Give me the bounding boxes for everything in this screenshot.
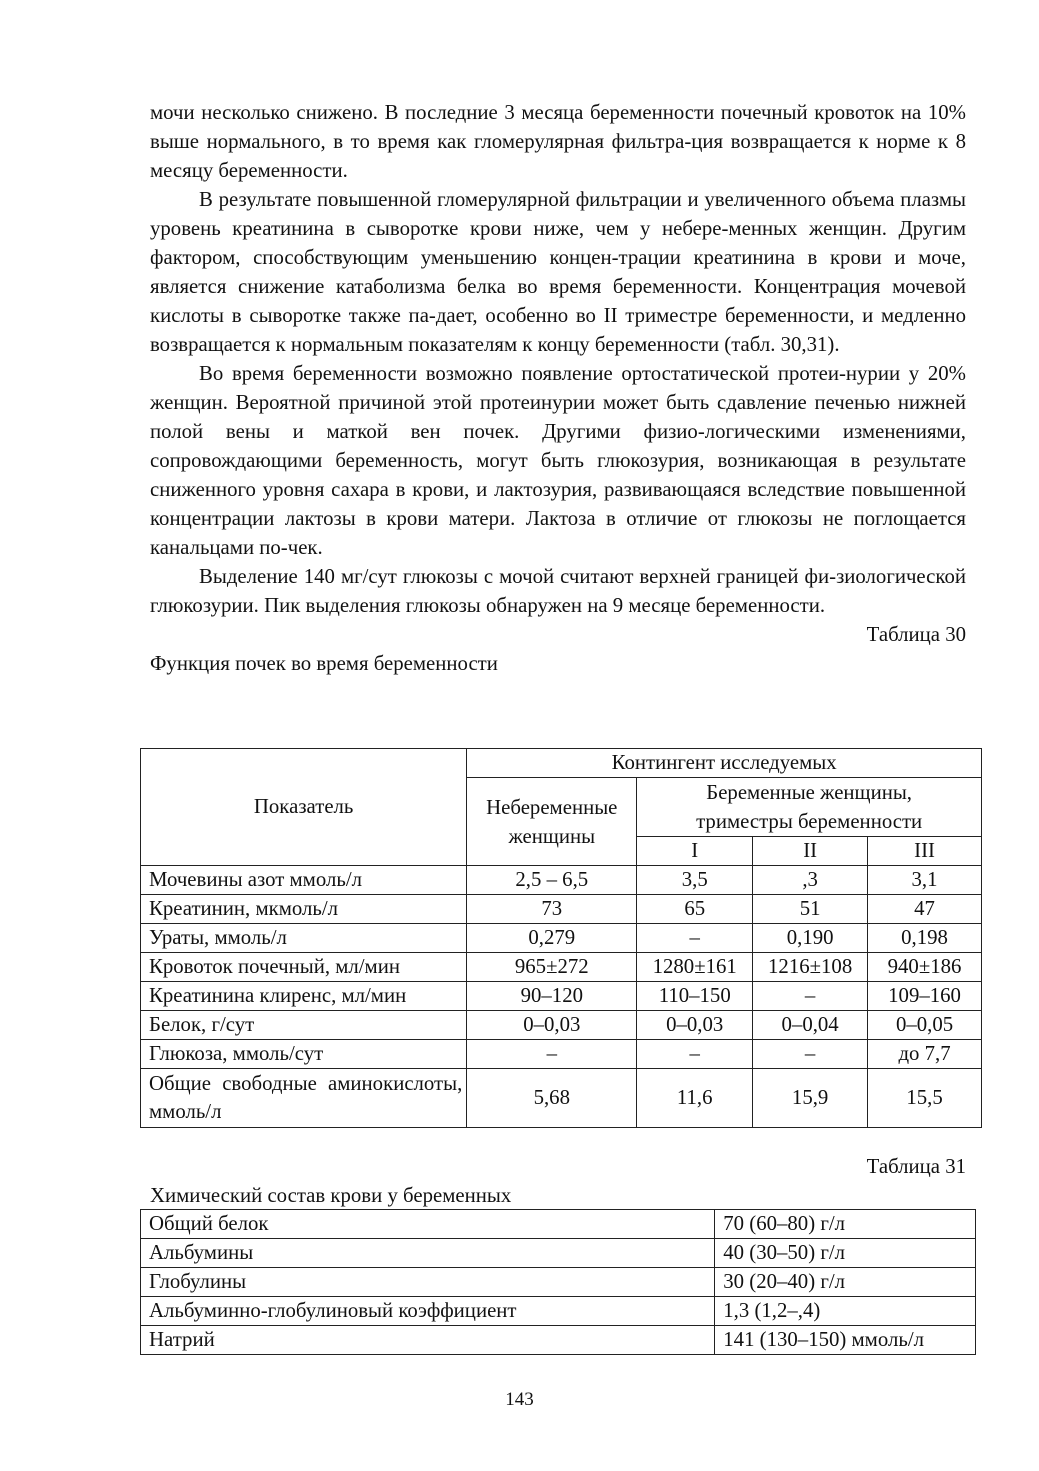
row-name: Ураты, ммоль/л [141, 924, 467, 953]
cell: – [753, 982, 868, 1011]
cell: 15,9 [753, 1069, 868, 1128]
cell: 109–160 [868, 982, 982, 1011]
header-trimester-1: I [637, 837, 753, 866]
cell: 73 [467, 895, 637, 924]
cell: 110–150 [637, 982, 753, 1011]
row-name: Глюкоза, ммоль/сут [141, 1040, 467, 1069]
body-text [150, 98, 966, 678]
table-row [141, 1069, 982, 1128]
table-row [141, 1210, 976, 1239]
table30-caption: Функция почек во время беременности [150, 652, 498, 675]
row-name: Альбуминно-глобулиновый коэффициент [141, 1297, 715, 1326]
header-contingent: Контингент исследуемых [467, 749, 982, 778]
cell: 30 (20–40) г/л [715, 1268, 976, 1297]
cell: – [467, 1040, 637, 1069]
paragraph-1: мочи несколько снижено. В последние 3 месяца беременности почечный кровоток на 10% выше нормального, в то время как гломерулярная фильтра-ция возвращается к норме к 8 месяцу беременности. [150, 101, 966, 182]
table-row [141, 895, 982, 924]
table-row [141, 1326, 976, 1355]
table-row [141, 953, 982, 982]
table-row [141, 866, 982, 895]
cell: 2,5 – 6,5 [467, 866, 637, 895]
row-name: Глобулины [141, 1268, 715, 1297]
header-trimester-2: II [753, 837, 868, 866]
cell: ,3 [753, 866, 868, 895]
cell: 965±272 [467, 953, 637, 982]
row-name: Мочевины азот ммоль/л [141, 866, 467, 895]
table-31 [140, 1209, 976, 1355]
cell: 0,190 [753, 924, 868, 953]
cell: 0–0,03 [467, 1011, 637, 1040]
row-name: Натрий [141, 1326, 715, 1355]
row-name: Белок, г/сут [141, 1011, 467, 1040]
table31-caption: Химический состав крови у беременных [150, 1184, 512, 1207]
cell: 15,5 [868, 1069, 982, 1128]
cell: 0,198 [868, 924, 982, 953]
table-row [141, 1239, 976, 1268]
cell: 3,1 [868, 866, 982, 895]
paragraph-2: В результате повышенной гломерулярной фильтрации и увеличенного объема плазмы уровень креатинина в сыворотке крови ниже, чем у небере-менных женщин. Другим фактором, способствующим уменьшению концен-трации креатинина в крови и моче, является снижение катаболизма белка во время беременности. Концентрация мочевой кислоты в сыворотке также па-дает, особенно во II триместре беременности, и медленно возвращается к нормальным показателям к концу беременности (табл. 30,31). [150, 188, 966, 356]
cell: – [637, 1040, 753, 1069]
cell: 40 (30–50) г/л [715, 1239, 976, 1268]
row-name: Кровоток почечный, мл/мин [141, 953, 467, 982]
header-trimester-3: III [868, 837, 982, 866]
row-name: Общие свободные аминокислоты, ммоль/л [141, 1069, 467, 1128]
cell: 1216±108 [753, 953, 868, 982]
table-row [141, 982, 982, 1011]
cell: 940±186 [868, 953, 982, 982]
header-indicator: Показатель [141, 749, 467, 866]
row-name: Общий белок [141, 1210, 715, 1239]
cell: 0,279 [467, 924, 637, 953]
cell: 0–0,04 [753, 1011, 868, 1040]
paragraph-4: Выделение 140 мг/сут глюкозы с мочой считают верхней границей фи-зиологической глюкозурии. Пик выделения глюкозы обнаружен на 9 месяце беременности. [150, 565, 966, 617]
table-30 [140, 748, 982, 1128]
row-name: Альбумины [141, 1239, 715, 1268]
header-pregnant: Беременные женщины, триместры беременности [637, 778, 982, 837]
cell: 3,5 [637, 866, 753, 895]
cell: 11,6 [637, 1069, 753, 1128]
row-name: Креатинина клиренс, мл/мин [141, 982, 467, 1011]
cell: 70 (60–80) г/л [715, 1210, 976, 1239]
table-row [141, 1268, 976, 1297]
row-name: Креатинин, мкмоль/л [141, 895, 467, 924]
table31-label: Таблица 31 [866, 1155, 966, 1178]
table-row [141, 924, 982, 953]
table-row [141, 1040, 982, 1069]
cell: 47 [868, 895, 982, 924]
table-header-row [141, 749, 982, 778]
cell: 51 [753, 895, 868, 924]
table30-label: Таблица 30 [866, 623, 966, 646]
cell: 65 [637, 895, 753, 924]
cell: 141 (130–150) ммоль/л [715, 1326, 976, 1355]
table31-heading [150, 1152, 966, 1210]
cell: – [637, 924, 753, 953]
table-row [141, 1297, 976, 1326]
cell: 1,3 (1,2–,4) [715, 1297, 976, 1326]
cell: 1280±161 [637, 953, 753, 982]
cell: – [753, 1040, 868, 1069]
cell: до 7,7 [868, 1040, 982, 1069]
paragraph-3: Во время беременности возможно появление ортостатической протеи-нурии у 20% женщин. Вероятной причиной этой протеинурии может быть сдавление печенью нижней полой вены и маткой вен почек. Другими физио-логическими изменениями, сопровождающими беременность, могут быть глюкозурия, возникающая в результате сниженного уровня сахара в крови, и лактозурия, развивающаяся вследствие повышенной концентрации лактозы в крови матери. Лактоза в отличие от глюкозы не поглощается канальцами по-чек. [150, 362, 966, 559]
cell: 90–120 [467, 982, 637, 1011]
cell: 0–0,03 [637, 1011, 753, 1040]
header-nonpregnant: Небеременные женщины [467, 778, 637, 866]
table-row [141, 1011, 982, 1040]
cell: 0–0,05 [868, 1011, 982, 1040]
page-number: 143 [505, 1389, 534, 1410]
cell: 5,68 [467, 1069, 637, 1128]
